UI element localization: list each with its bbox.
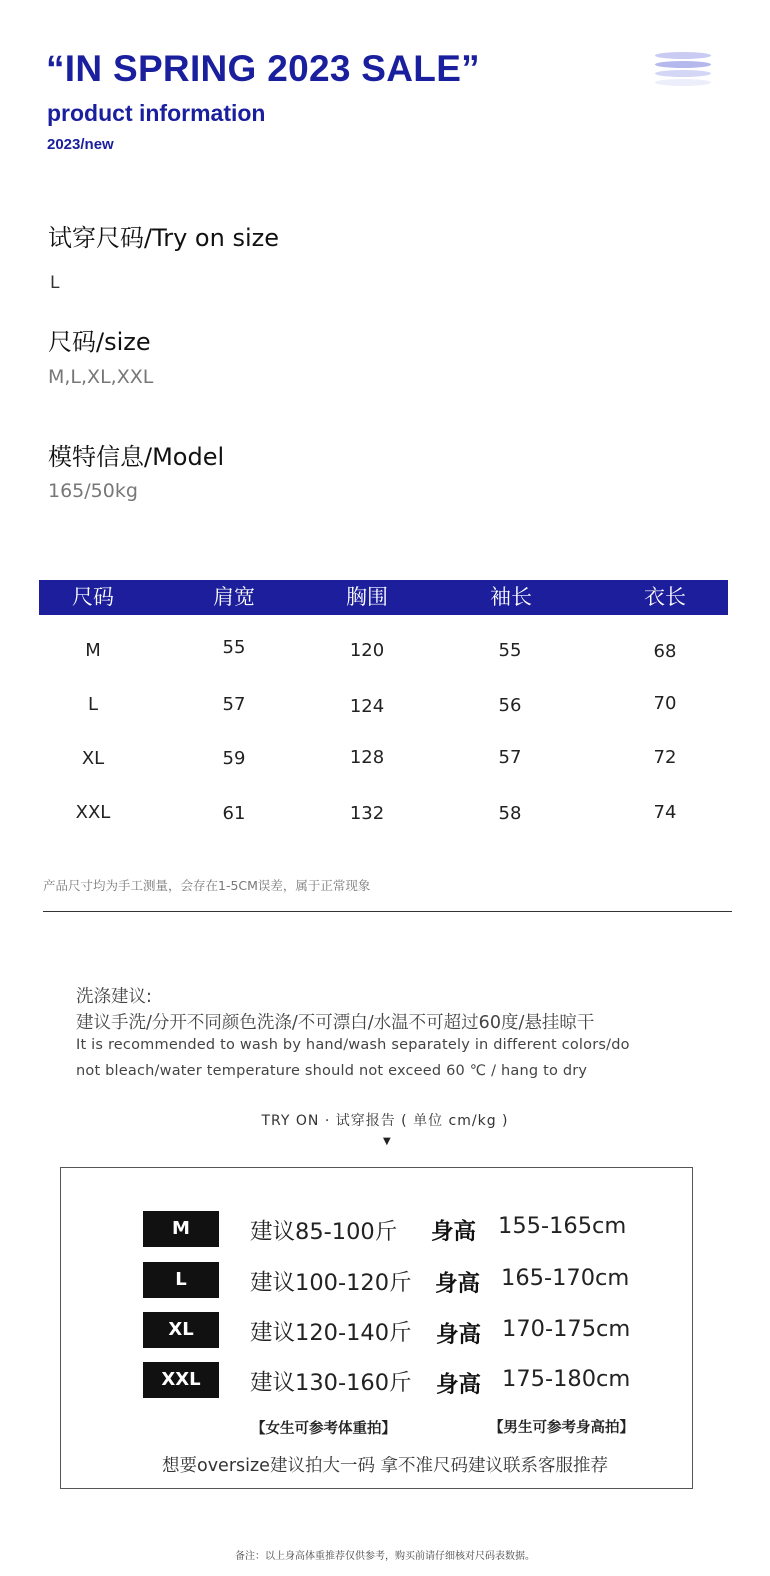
cell-shoulder: 61: [222, 803, 246, 824]
model-label: 模特信息/Model: [48, 443, 225, 471]
weight-recommendation: 建议120-140斤: [250, 1320, 412, 1346]
cell-length: 68: [653, 641, 677, 662]
cell-chest: 128: [349, 747, 385, 768]
cell-sleeve: 56: [498, 695, 522, 716]
cell-sleeve: 58: [498, 803, 522, 824]
wash-advice-en-line1: It is recommended to wash by hand/wash separately in different colors/do: [76, 1037, 630, 1053]
height-label: 身高: [435, 1271, 481, 1297]
wash-advice-en-line2: not bleach/water temperature should not exceed 60 ℃ / hang to dry: [76, 1063, 588, 1079]
height-label: 身高: [436, 1322, 482, 1348]
down-arrow-icon: ▼: [383, 1136, 391, 1147]
header-chest: 胸围: [346, 585, 388, 609]
height-label: 身高: [436, 1372, 482, 1398]
sale-title: “IN SPRING 2023 SALE”: [46, 48, 480, 89]
height-range: 155-165cm: [498, 1213, 627, 1239]
size-badge: XL: [143, 1312, 219, 1348]
cell-chest: 120: [349, 640, 385, 661]
cell-shoulder: 59: [222, 748, 246, 769]
height-range: 165-170cm: [501, 1265, 630, 1291]
weight-recommendation: 建议130-160斤: [250, 1370, 412, 1396]
cell-length: 70: [653, 693, 677, 714]
cell-shoulder: 55: [222, 637, 246, 658]
cell-sleeve: 57: [498, 747, 522, 768]
header-size: 尺码: [72, 585, 114, 609]
size-badge: M: [143, 1211, 219, 1247]
product-info-heading: product information: [47, 100, 266, 126]
size-badge: XXL: [143, 1362, 219, 1398]
try-on-size-label: 试穿尺码/Try on size: [48, 224, 279, 252]
cell-chest: 132: [349, 803, 385, 824]
cell-size: XXL: [75, 802, 111, 823]
male-tip: 【男生可参考身高拍】: [489, 1420, 634, 1436]
size-badge: L: [143, 1262, 219, 1298]
model-value: 165/50kg: [48, 480, 138, 502]
size-table-header: [39, 580, 728, 615]
header-sleeve: 袖长: [490, 585, 532, 609]
try-on-size-value: L: [50, 273, 60, 293]
cell-size: XL: [81, 748, 105, 769]
oversize-advice: 想要oversize建议拍大一码 拿不准尺码建议联系客服推荐: [161, 1456, 609, 1476]
try-on-report-heading: TRY ON · 试穿报告 ( 单位 cm/kg ): [261, 1113, 509, 1129]
divider: [43, 911, 732, 912]
height-label: 身高: [431, 1219, 477, 1245]
cell-chest: 124: [349, 696, 385, 717]
cell-sleeve: 55: [498, 640, 522, 661]
weight-recommendation: 建议100-120斤: [250, 1270, 412, 1296]
cell-length: 74: [653, 802, 677, 823]
height-range: 175-180cm: [502, 1366, 631, 1392]
header-length: 衣长: [644, 585, 686, 609]
size-value: M,L,XL,XXL: [48, 366, 154, 388]
wash-title: 洗涤建议:: [76, 987, 152, 1007]
female-tip: 【女生可参考体重拍】: [251, 1421, 396, 1437]
cell-size: L: [87, 694, 99, 715]
header-shoulder: 肩宽: [213, 585, 255, 609]
size-label: 尺码/size: [48, 328, 151, 356]
decorative-stripes-icon: [655, 52, 711, 88]
measurement-note: 产品尺寸均为手工测量，会存在1-5CM误差，属于正常现象: [43, 878, 371, 893]
cell-shoulder: 57: [222, 694, 246, 715]
height-range: 170-175cm: [502, 1316, 631, 1342]
cell-length: 72: [653, 747, 677, 768]
year-tag: 2023/new: [47, 136, 114, 153]
footnote: 备注：以上身高体重推荐仅供参考，购买前请仔细核对尺码表数据。: [235, 1551, 535, 1562]
cell-size: M: [85, 640, 101, 661]
weight-recommendation: 建议85-100斤: [250, 1219, 398, 1245]
wash-advice-cn: 建议手洗/分开不同颜色洗涤/不可漂白/水温不可超过60度/悬挂晾干: [76, 1013, 595, 1033]
